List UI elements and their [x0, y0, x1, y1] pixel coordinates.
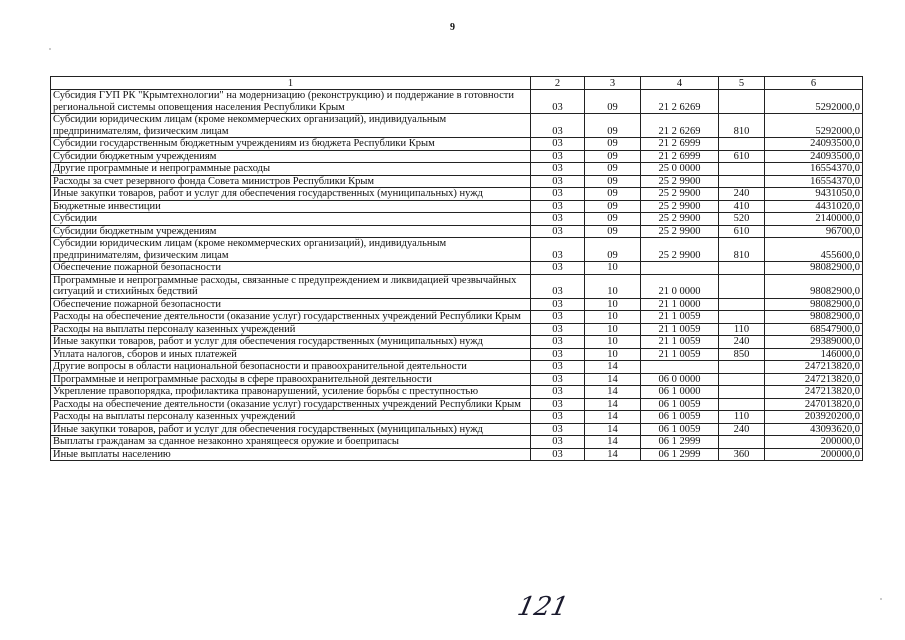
row-target-article: 21 2 6999 [641, 138, 719, 151]
row-expense-type [719, 175, 765, 188]
row-name: Программные и непрограммные расходы, связанные с предупреждением и ликвидацией чрезвычайных ситуаций и стихийных бедствий [51, 274, 531, 298]
row-name: Обеспечение пожарной безопасности [51, 298, 531, 311]
row-expense-type [719, 373, 765, 386]
row-name: Расходы на выплаты персоналу казенных учреждений [51, 323, 531, 336]
row-target-article: 06 1 2999 [641, 448, 719, 461]
row-name: Субсидии юридическим лицам (кроме некоммерческих организаций), индивидуальным предпринимателям, физическим лицам [51, 238, 531, 262]
row-section: 03 [531, 274, 585, 298]
row-amount: 5292000,0 [765, 114, 863, 138]
table-row [51, 311, 863, 324]
row-section: 03 [531, 348, 585, 361]
row-target-article: 25 2 9900 [641, 188, 719, 201]
row-amount: 98082900,0 [765, 311, 863, 324]
row-expense-type: 110 [719, 411, 765, 424]
row-section: 03 [531, 323, 585, 336]
row-expense-type: 520 [719, 213, 765, 226]
row-target-article: 21 1 0000 [641, 298, 719, 311]
row-subsection: 14 [585, 386, 641, 399]
row-amount: 24093500,0 [765, 150, 863, 163]
row-expense-type: 410 [719, 200, 765, 213]
budget-table [50, 76, 863, 461]
table-row [51, 323, 863, 336]
row-expense-type: 110 [719, 323, 765, 336]
row-expense-type: 240 [719, 188, 765, 201]
header-col-3: 3 [585, 77, 641, 90]
table-row [51, 90, 863, 114]
row-amount: 4431020,0 [765, 200, 863, 213]
row-expense-type: 810 [719, 114, 765, 138]
row-name: Субсидия ГУП РК "Крымтехнологии" на модернизацию (реконструкцию) и поддержание в готовности региональной системы оповещения населения Республики Крым [51, 90, 531, 114]
row-amount: 5292000,0 [765, 90, 863, 114]
row-subsection: 09 [585, 225, 641, 238]
row-amount: 29389000,0 [765, 336, 863, 349]
row-target-article: 25 0 0000 [641, 163, 719, 176]
row-subsection: 10 [585, 262, 641, 275]
row-name: Расходы на выплаты персоналу казенных учреждений [51, 411, 531, 424]
row-name: Выплаты гражданам за сданное незаконно хранящееся оружие и боеприпасы [51, 436, 531, 449]
row-subsection: 09 [585, 138, 641, 151]
row-amount: 98082900,0 [765, 274, 863, 298]
row-name: Обеспечение пожарной безопасности [51, 262, 531, 275]
table-row [51, 386, 863, 399]
row-target-article: 21 2 6269 [641, 90, 719, 114]
row-amount: 247013820,0 [765, 398, 863, 411]
row-subsection: 09 [585, 175, 641, 188]
row-section: 03 [531, 150, 585, 163]
row-target-article: 06 0 0000 [641, 373, 719, 386]
table-row [51, 225, 863, 238]
handwritten-page-number: 121 [514, 592, 571, 622]
row-name: Субсидии государственным бюджетным учреждениям из бюджета Республики Крым [51, 138, 531, 151]
row-subsection: 09 [585, 188, 641, 201]
row-expense-type: 810 [719, 238, 765, 262]
row-name: Программные и непрограммные расходы в сфере правоохранительной деятельности [51, 373, 531, 386]
scan-speck [49, 48, 51, 50]
row-subsection: 10 [585, 274, 641, 298]
table-row [51, 150, 863, 163]
row-subsection: 09 [585, 114, 641, 138]
row-name: Субсидии бюджетным учреждениям [51, 150, 531, 163]
row-target-article: 06 1 2999 [641, 436, 719, 449]
row-section: 03 [531, 114, 585, 138]
row-subsection: 09 [585, 238, 641, 262]
table-row [51, 163, 863, 176]
row-amount: 98082900,0 [765, 298, 863, 311]
row-subsection: 10 [585, 336, 641, 349]
table-row [51, 436, 863, 449]
row-amount: 455600,0 [765, 238, 863, 262]
header-col-1: 1 [51, 77, 531, 90]
row-amount: 146000,0 [765, 348, 863, 361]
row-expense-type [719, 138, 765, 151]
row-section: 03 [531, 138, 585, 151]
row-expense-type [719, 436, 765, 449]
row-expense-type: 850 [719, 348, 765, 361]
table-row [51, 274, 863, 298]
row-target-article: 21 1 0059 [641, 348, 719, 361]
row-name: Расходы на обеспечение деятельности (оказание услуг) государственных учреждений Республики Крым [51, 311, 531, 324]
row-name: Расходы на обеспечение деятельности (оказание услуг) государственных учреждений Республики Крым [51, 398, 531, 411]
table-row [51, 373, 863, 386]
row-amount: 247213820,0 [765, 373, 863, 386]
row-target-article: 25 2 9900 [641, 225, 719, 238]
row-subsection: 10 [585, 311, 641, 324]
row-amount: 68547900,0 [765, 323, 863, 336]
row-expense-type [719, 90, 765, 114]
row-section: 03 [531, 90, 585, 114]
row-expense-type: 360 [719, 448, 765, 461]
row-section: 03 [531, 336, 585, 349]
row-subsection: 14 [585, 361, 641, 374]
row-amount: 203920200,0 [765, 411, 863, 424]
row-name: Укрепление правопорядка, профилактика правонарушений, усиление борьбы с преступностью [51, 386, 531, 399]
row-target-article: 21 1 0059 [641, 323, 719, 336]
row-section: 03 [531, 386, 585, 399]
row-subsection: 10 [585, 298, 641, 311]
row-subsection: 09 [585, 213, 641, 226]
row-expense-type [719, 398, 765, 411]
row-subsection: 10 [585, 323, 641, 336]
table-row [51, 238, 863, 262]
row-expense-type [719, 262, 765, 275]
row-target-article: 06 1 0059 [641, 398, 719, 411]
row-subsection: 14 [585, 398, 641, 411]
row-expense-type [719, 298, 765, 311]
row-target-article: 06 1 0059 [641, 411, 719, 424]
row-subsection: 09 [585, 163, 641, 176]
table-row [51, 398, 863, 411]
row-amount: 24093500,0 [765, 138, 863, 151]
table-row [51, 336, 863, 349]
row-section: 03 [531, 163, 585, 176]
row-name: Субсидии бюджетным учреждениям [51, 225, 531, 238]
row-section: 03 [531, 188, 585, 201]
row-subsection: 14 [585, 373, 641, 386]
row-expense-type [719, 386, 765, 399]
row-target-article: 06 1 0000 [641, 386, 719, 399]
row-amount: 247213820,0 [765, 361, 863, 374]
table-row [51, 188, 863, 201]
row-amount: 96700,0 [765, 225, 863, 238]
row-target-article: 25 2 9900 [641, 238, 719, 262]
row-target-article: 25 2 9900 [641, 200, 719, 213]
table-row [51, 361, 863, 374]
row-amount: 16554370,0 [765, 175, 863, 188]
row-section: 03 [531, 398, 585, 411]
row-section: 03 [531, 238, 585, 262]
row-target-article: 06 1 0059 [641, 423, 719, 436]
table-row [51, 114, 863, 138]
row-section: 03 [531, 361, 585, 374]
row-name: Другие вопросы в области национальной безопасности и правоохранительной деятельности [51, 361, 531, 374]
row-name: Субсидии [51, 213, 531, 226]
row-expense-type [719, 274, 765, 298]
row-target-article: 21 2 6999 [641, 150, 719, 163]
table-row [51, 423, 863, 436]
row-name: Расходы за счет резервного фонда Совета министров Республики Крым [51, 175, 531, 188]
row-section: 03 [531, 436, 585, 449]
row-expense-type: 610 [719, 225, 765, 238]
row-target-article: 21 1 0059 [641, 311, 719, 324]
table-row [51, 411, 863, 424]
header-col-5: 5 [719, 77, 765, 90]
table-row [51, 200, 863, 213]
row-subsection: 14 [585, 436, 641, 449]
row-section: 03 [531, 175, 585, 188]
table-row [51, 298, 863, 311]
row-amount: 247213820,0 [765, 386, 863, 399]
row-section: 03 [531, 225, 585, 238]
table-row [51, 348, 863, 361]
row-amount: 16554370,0 [765, 163, 863, 176]
header-col-6: 6 [765, 77, 863, 90]
row-name: Иные закупки товаров, работ и услуг для обеспечения государственных (муниципальных) нужд [51, 336, 531, 349]
table-row [51, 138, 863, 151]
row-name: Субсидии юридическим лицам (кроме некоммерческих организаций), индивидуальным предпринимателям, физическим лицам [51, 114, 531, 138]
row-name: Иные закупки товаров, работ и услуг для обеспечения государственных (муниципальных) нужд [51, 423, 531, 436]
row-target-article: 25 2 9900 [641, 175, 719, 188]
table-row [51, 448, 863, 461]
row-name: Иные выплаты населению [51, 448, 531, 461]
row-target-article: 21 0 0000 [641, 274, 719, 298]
row-subsection: 09 [585, 150, 641, 163]
row-amount: 2140000,0 [765, 213, 863, 226]
row-target-article: 21 2 6269 [641, 114, 719, 138]
row-name: Иные закупки товаров, работ и услуг для обеспечения государственных (муниципальных) нужд [51, 188, 531, 201]
row-expense-type [719, 361, 765, 374]
row-target-article [641, 262, 719, 275]
table-header-row [51, 77, 863, 90]
row-section: 03 [531, 411, 585, 424]
row-amount: 200000,0 [765, 448, 863, 461]
row-subsection: 14 [585, 448, 641, 461]
row-target-article [641, 361, 719, 374]
row-amount: 43093620,0 [765, 423, 863, 436]
table-row [51, 213, 863, 226]
row-subsection: 14 [585, 411, 641, 424]
row-name: Другие программные и непрограммные расходы [51, 163, 531, 176]
row-section: 03 [531, 262, 585, 275]
row-name: Бюджетные инвестиции [51, 200, 531, 213]
row-expense-type: 240 [719, 423, 765, 436]
row-target-article: 25 2 9900 [641, 213, 719, 226]
row-section: 03 [531, 298, 585, 311]
row-expense-type: 610 [719, 150, 765, 163]
header-col-2: 2 [531, 77, 585, 90]
row-subsection: 10 [585, 348, 641, 361]
row-subsection: 09 [585, 90, 641, 114]
row-section: 03 [531, 423, 585, 436]
row-expense-type: 240 [719, 336, 765, 349]
row-section: 03 [531, 373, 585, 386]
row-subsection: 14 [585, 423, 641, 436]
row-expense-type [719, 311, 765, 324]
page-number: 9 [450, 22, 455, 33]
scan-speck [880, 598, 882, 600]
row-section: 03 [531, 311, 585, 324]
row-amount: 9431050,0 [765, 188, 863, 201]
header-col-4: 4 [641, 77, 719, 90]
row-section: 03 [531, 448, 585, 461]
row-section: 03 [531, 213, 585, 226]
row-name: Уплата налогов, сборов и иных платежей [51, 348, 531, 361]
row-section: 03 [531, 200, 585, 213]
row-amount: 98082900,0 [765, 262, 863, 275]
row-amount: 200000,0 [765, 436, 863, 449]
table-row [51, 262, 863, 275]
row-subsection: 09 [585, 200, 641, 213]
table-row [51, 175, 863, 188]
row-target-article: 21 1 0059 [641, 336, 719, 349]
row-expense-type [719, 163, 765, 176]
